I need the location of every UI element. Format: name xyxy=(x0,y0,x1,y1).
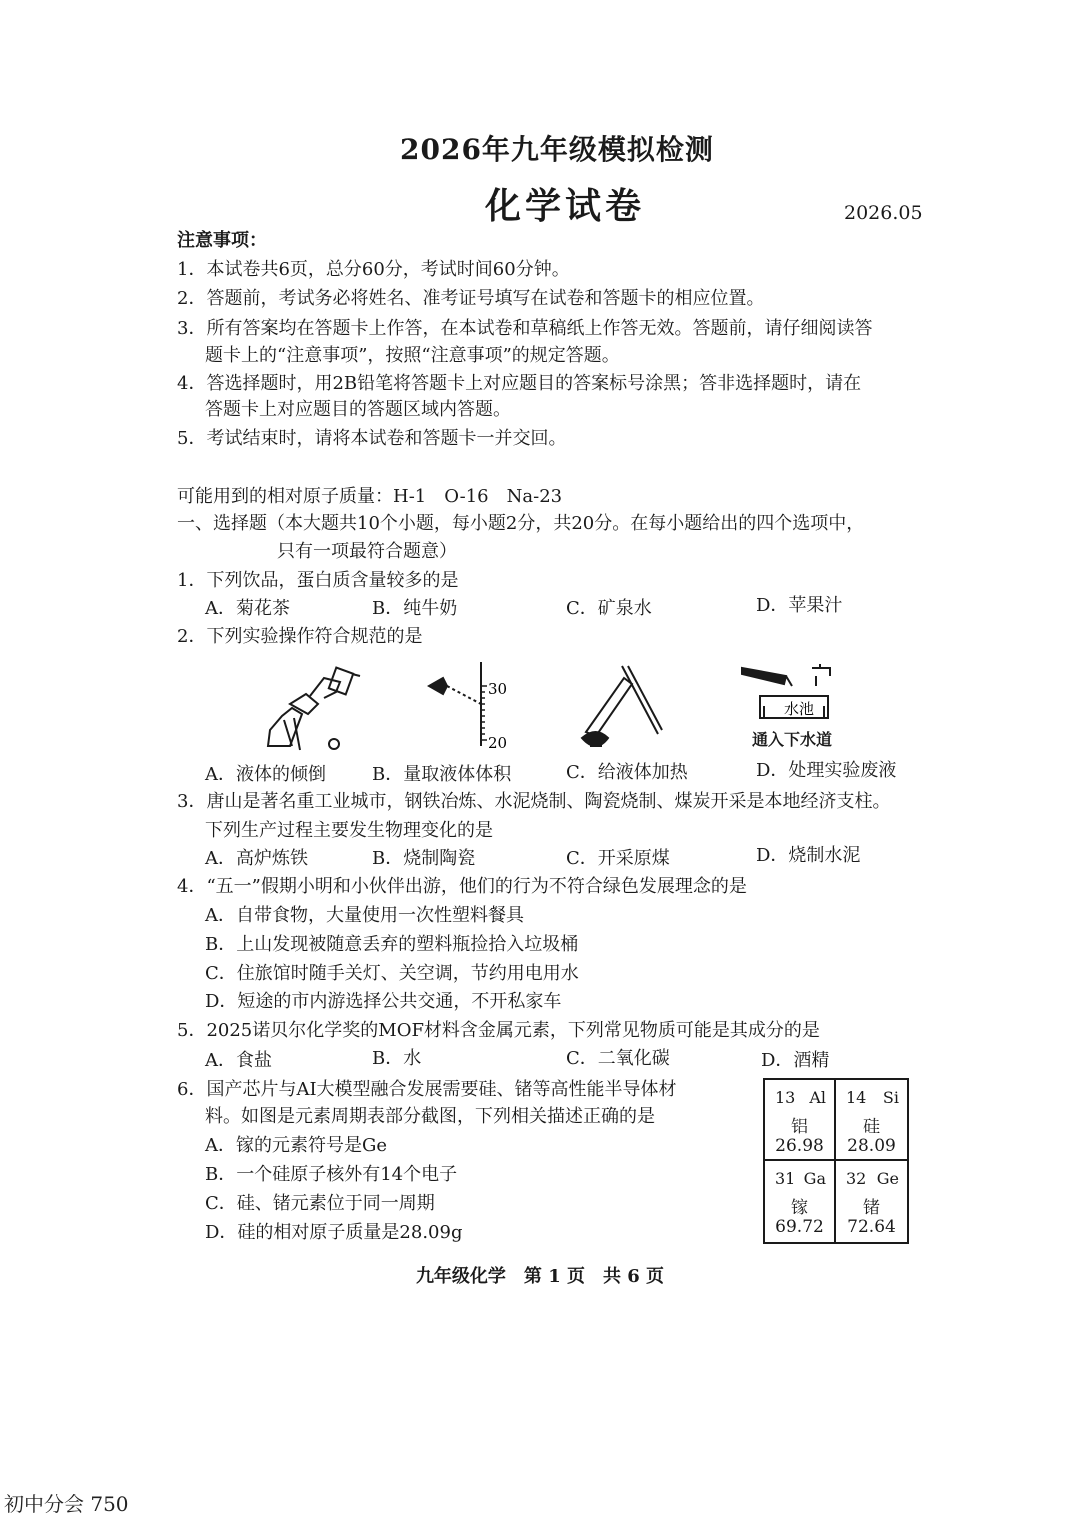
option-a: A．液体的倾倒 xyxy=(205,764,326,785)
element-cell-si xyxy=(836,1078,909,1161)
element-name: 锗 xyxy=(863,1198,880,1218)
drain-label: 通入下水道 xyxy=(752,730,833,749)
option-d: D．酒精 xyxy=(761,1050,830,1071)
option-b: B．一个硅原子核外有14个电子 xyxy=(205,1164,458,1185)
atomic-mass: 69.72 xyxy=(775,1217,824,1237)
element-name: 镓 xyxy=(791,1198,808,1218)
atomic-number: 31 xyxy=(775,1169,796,1188)
atomic-mass: 72.64 xyxy=(847,1217,896,1237)
atomic-number: 14 xyxy=(846,1088,867,1107)
scale-20-label: 20 xyxy=(488,734,508,752)
heating-liquid-figure xyxy=(578,664,668,754)
note-item: 3．所有答案均在答题卡上作答，在本试卷和草稿纸上作答无效。答题前，请仔细阅读答 xyxy=(177,318,873,339)
element-symbol: Ga xyxy=(803,1169,826,1188)
element-cell-al xyxy=(763,1078,836,1161)
option-a: A．食盐 xyxy=(205,1050,272,1071)
option-d: D．苹果汁 xyxy=(756,595,843,616)
note-item-cont: 答题卡上对应题目的答题区域内答题。 xyxy=(205,399,511,420)
question-stem: 4．“五一”假期小明和小伙伴出游，他们的行为不符合绿色发展理念的是 xyxy=(177,876,747,897)
note-item: 5．考试结束时，请将本试卷和答题卡一并交回。 xyxy=(177,428,567,449)
question-stem: 2．下列实验操作符合规范的是 xyxy=(177,626,423,647)
question-stem: 6．国产芯片与AI大模型融合发展需要硅、锗等高性能半导体材 xyxy=(177,1079,677,1100)
option-d: D．处理实验废液 xyxy=(756,760,897,781)
option-c: C．二氧化碳 xyxy=(566,1048,670,1069)
option-c: C．硅、锗元素位于同一周期 xyxy=(205,1193,435,1214)
option-b: B．量取液体体积 xyxy=(372,764,512,785)
sink-label: 水池 xyxy=(784,700,815,718)
note-item-cont: 题卡上的“注意事项”，按照“注意事项”的规定答题。 xyxy=(205,345,620,366)
atomic-number: 32 xyxy=(846,1169,867,1188)
option-c: C．住旅馆时随手关灯、关空调，节约用电用水 xyxy=(205,963,579,984)
option-a: A．高炉炼铁 xyxy=(205,848,308,869)
element-symbol: Si xyxy=(882,1088,899,1107)
element-name: 硅 xyxy=(863,1117,880,1137)
option-c: C．给液体加热 xyxy=(566,762,688,783)
question-stem: 5．2025诺贝尔化学奖的MOF材料含金属元素，下列常见物质可能是其成分的是 xyxy=(177,1020,820,1041)
waste-disposal-figure xyxy=(740,662,850,732)
element-cell-ga xyxy=(763,1161,836,1244)
option-b: B．上山发现被随意丢弃的塑料瓶捡拾入垃圾桶 xyxy=(205,934,579,955)
atomic-mass-note: 可能用到的相对原子质量：H-1 O-16 Na-23 xyxy=(177,486,563,507)
section-heading-cont: 只有一项最符合题意） xyxy=(277,541,457,562)
page-footer: 九年级化学 第 1 页 共 6 页 xyxy=(415,1266,665,1287)
element-cell-ge xyxy=(836,1161,909,1244)
option-d: D．烧制水泥 xyxy=(756,845,861,866)
atomic-number: 13 xyxy=(775,1088,796,1107)
question-stem-cont: 下列生产过程主要发生物理变化的是 xyxy=(205,820,493,841)
option-c: C．开采原煤 xyxy=(566,848,670,869)
element-name: 铝 xyxy=(791,1117,808,1137)
option-a: A．镓的元素符号是Ge xyxy=(205,1135,388,1156)
exam-title: 2026年九年级模拟检测 xyxy=(400,133,714,166)
atomic-mass: 28.09 xyxy=(847,1136,896,1156)
option-b: B．水 xyxy=(372,1048,422,1069)
element-symbol: Al xyxy=(809,1088,826,1107)
question-stem: 1．下列饮品，蛋白质含量较多的是 xyxy=(177,570,459,591)
option-b: B．纯牛奶 xyxy=(372,598,458,619)
option-b: B．烧制陶瓷 xyxy=(372,848,476,869)
option-a: A．自带食物，大量使用一次性塑料餐具 xyxy=(205,905,524,926)
question-stem: 3．唐山是著名重工业城市，钢铁冶炼、水泥烧制、陶瓷烧制、煤炭开采是本地经济支柱。 xyxy=(177,791,891,812)
exam-subtitle: 化学试卷 xyxy=(485,185,646,227)
question-stem-cont: 料。如图是元素周期表部分截图，下列相关描述正确的是 xyxy=(205,1106,655,1127)
option-d: D．短途的市内游选择公共交通，不开私家车 xyxy=(205,991,562,1012)
periodic-table-excerpt xyxy=(763,1078,909,1244)
option-a: A．菊花茶 xyxy=(205,598,290,619)
option-d: D．硅的相对原子质量是28.09g xyxy=(205,1222,463,1243)
pouring-liquid-figure xyxy=(262,664,372,754)
watermark-text: 初中分会 750 xyxy=(4,1492,129,1516)
note-item: 2．答题前，考试务必将姓名、准考证号填写在试卷和答题卡的相应位置。 xyxy=(177,288,765,309)
exam-date: 2026.05 xyxy=(844,202,923,224)
measuring-cylinder-figure xyxy=(425,660,525,750)
section-heading: 一、选择题（本大题共10个小题，每小题2分，共20分。在每小题给出的四个选项中， xyxy=(177,513,865,534)
note-item: 4．答选择题时，用2B铅笔将答题卡上对应题目的答案标号涂黑；答非选择题时，请在 xyxy=(177,373,862,394)
note-item: 1．本试卷共6页，总分60分，考试时间60分钟。 xyxy=(177,259,570,280)
atomic-mass: 26.98 xyxy=(775,1136,824,1156)
element-symbol: Ge xyxy=(876,1169,899,1188)
option-c: C．矿泉水 xyxy=(566,598,652,619)
notes-heading: 注意事项： xyxy=(177,230,267,251)
scale-30-label: 30 xyxy=(488,680,508,698)
